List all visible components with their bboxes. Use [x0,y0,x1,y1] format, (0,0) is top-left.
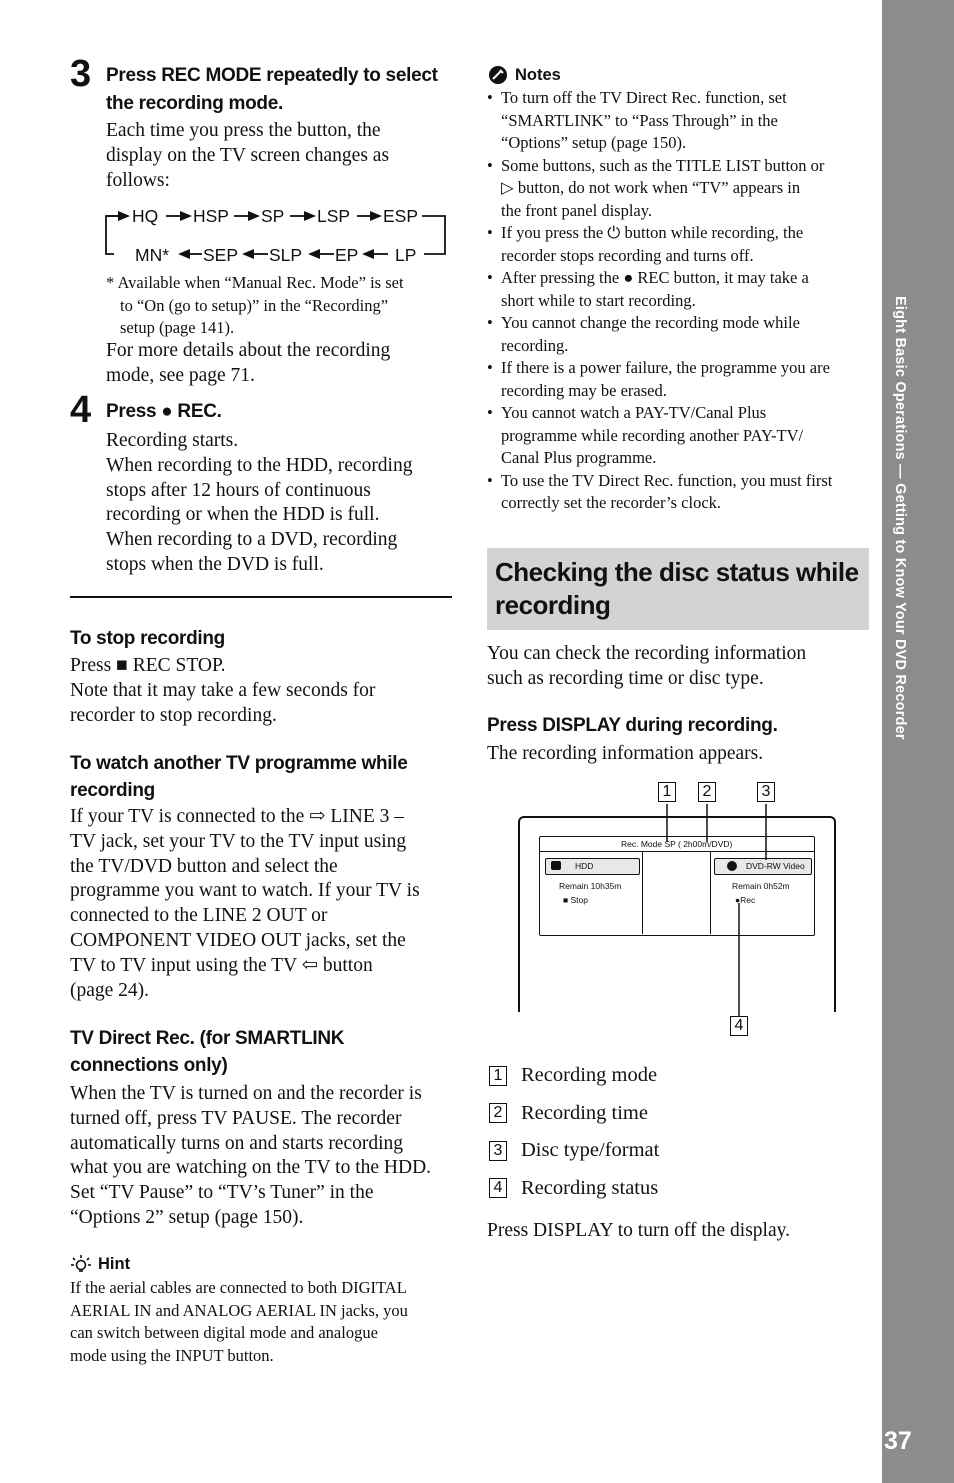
hdd-label: HDD [575,861,594,871]
mode-label: SEP [203,245,239,265]
hdd-remain: Remain 10h35m [559,881,622,891]
text-line: “Options” setup (page 150). [501,133,687,152]
text-line: • If you press the ⏻ button while recording, the [501,223,804,242]
step-heading [106,62,438,118]
text-line: setup (page 141). [120,318,235,337]
text-line: To watch another TV programme while [70,753,408,774]
text-line: recording [70,780,155,801]
text-line: AERIAL IN and ANALOG AERIAL IN jacks, you [70,1300,408,1320]
list-item [487,267,867,312]
legend-item [489,1057,659,1095]
legend-label: Recording status [521,1176,659,1199]
text-line: recorder stops recording and turns off. [501,245,754,265]
legend-number: 3 [489,1141,507,1161]
chapter-label: Eight Basic Operations — Getting to Know Your DVD Recorder [892,296,908,740]
mode-label: ESP [383,206,419,226]
legend-number: 1 [489,1066,507,1086]
closing-text: Press DISPLAY to turn off the display. [487,1220,790,1241]
callout-2: 2 [698,782,716,802]
step-heading-line: the recording mode. [106,93,283,114]
notes-icon [487,65,509,85]
text-line: TV to TV input using the TV ⇦ button [70,954,373,976]
divider [70,596,452,598]
text-line: what you are watching on the TV to the HDD. [70,1157,432,1179]
text-line: TV jack, set your TV to the TV input using [70,830,407,852]
text-line: Set “TV Pause” to “TV’s Tuner” in the [70,1182,374,1204]
step-heading-line: Press REC MODE repeatedly to select [106,65,438,86]
section-intro [487,642,806,692]
hdd-status: ■ Stop [563,895,588,905]
hint-heading [70,1254,130,1274]
subsection-body [70,1082,431,1231]
text-line: mode, see page 71. [106,364,255,386]
dvd-label: DVD-RW Video [746,861,805,871]
text-line: If the aerial cables are connected to both DIGITAL [70,1278,407,1297]
text-line: connected to the LINE 2 OUT or [70,905,328,927]
text-line: You can check the recording information [487,643,807,664]
text-line: • Some buttons, such as the TITLE LIST button or [501,155,825,175]
subsection-body [70,654,375,728]
subsection-title: To stop recording [70,628,225,649]
legend-label: Disc type/format [521,1139,660,1162]
list-item [487,222,867,267]
text-line: such as recording time or disc type. [487,667,764,689]
section-heading-box [487,548,869,630]
text-line: recorder to stop recording. [70,704,277,726]
text-line: recording. [501,335,569,355]
callout-4: 4 [730,1016,748,1036]
text-line: to “On (go to setup)” in the “Recording” [120,295,389,315]
mode-label: HQ [132,206,159,226]
instruction-heading: Press DISPLAY during recording. [487,715,778,736]
step-body [106,119,389,193]
text-line: For more details about the recording [106,340,391,361]
text-line: automatically turns on and starts recording [70,1132,404,1154]
text-line: “SMARTLINK” to “Pass Through” in the [501,110,778,130]
list-item [487,470,867,515]
text-line: • You cannot change the recording mode while [501,313,800,332]
dvd-remain: Remain 0h52m [732,881,790,891]
text-line: recording [495,590,611,620]
section-title [487,548,869,622]
step-number: 3 [70,53,92,95]
text-line: • After pressing the ● REC button, it may take a [501,268,809,287]
step-number: 4 [70,389,92,431]
mode-label: LSP [317,206,351,226]
text-line: • If there is a power failure, the programme you are [501,358,830,377]
mode-label: EP [335,245,359,265]
text-line: COMPONENT VIDEO OUT jacks, set the [70,929,406,951]
mode-label: HSP [193,206,229,226]
legend-item [489,1095,659,1133]
mode-cycle-diagram [104,203,454,267]
text-line: • You cannot watch a PAY-TV/Canal Plus [501,403,767,422]
text-line: connections only) [70,1055,228,1076]
text-line: Each time you press the button, the [106,120,381,141]
list-item [487,87,867,155]
subsection-title [70,1025,344,1079]
text-line: stops after 12 hours of continuous [106,479,371,501]
text-line: Checking the disc status while [495,557,859,587]
text-line: the front panel display. [501,200,653,220]
text-line: turned off, press TV PAUSE. The recorder [70,1107,402,1129]
legend-number: 2 [489,1103,507,1123]
text-line: mode using the INPUT button. [70,1345,274,1365]
subsection-title [70,750,408,804]
text-line: recording or when the HDD is full. [106,504,380,526]
legend-label: Recording mode [521,1064,658,1087]
callout-leaders [500,800,850,1020]
text-line: ▷ button, do not work when “TV” appears in [501,178,801,197]
notes-list [487,87,867,515]
text-line: If your TV is connected to the ⇨ LINE 3 – [70,806,405,827]
mode-label: MN* [135,245,170,265]
list-item [487,312,867,357]
text-line: can switch between digital mode and analogue [70,1323,378,1342]
text-line: recording may be erased. [501,380,667,400]
mode-label: LP [395,245,417,265]
text-line: When recording to a DVD, recording [106,529,398,551]
text-line: • To turn off the TV Direct Rec. function, set [501,88,787,107]
text-line: TV Direct Rec. (for SMARTLINK [70,1028,345,1049]
text-line: stops when the DVD is full. [106,553,324,575]
text-line: short while to start recording. [501,290,696,310]
footnote [106,272,404,340]
text-line: programme while recording another PAY-TV/ [501,425,804,445]
legend-item [489,1170,659,1208]
legend-list [489,1057,659,1207]
text-line: When recording to the HDD, recording [106,454,413,476]
lightbulb-icon [70,1254,92,1274]
text-line: (page 24). [70,979,150,1001]
hint-title: Hint [98,1254,131,1273]
text-line: Press ■ REC STOP. [70,655,226,676]
hint-body [70,1277,408,1367]
callout-3: 3 [757,782,775,802]
more-details [106,339,390,389]
legend-number: 4 [489,1178,507,1198]
list-item [487,357,867,402]
text-line: correctly set the recorder’s clock. [501,493,722,512]
mode-label: SP [261,206,285,226]
text-line: When the TV is turned on and the recorder is [70,1083,422,1104]
text-line: the TV/DVD button and select the [70,855,338,877]
notes-heading [487,65,561,85]
legend-item [489,1132,659,1170]
rec-mode-text: Rec. Mode SP ( 2h00m/DVD) [621,839,733,849]
subsection-body [70,805,420,1003]
dvd-status: ●Rec [735,895,756,905]
page-number: 37 [884,1427,912,1455]
text-line: Canal Plus programme. [501,448,657,467]
step-heading: Press ● REC. [106,401,222,422]
text-line: “Options 2” setup (page 150). [70,1206,304,1228]
notes-title: Notes [515,65,561,84]
text-line: • To use the TV Direct Rec. function, you must first [501,470,833,490]
text-line: Note that it may take a few seconds for [70,679,376,701]
list-item [487,155,867,223]
text-line: * Available when “Manual Rec. Mode” is set [106,273,404,292]
step-body [106,429,412,578]
mode-label: SLP [269,245,303,265]
list-item [487,402,867,470]
callout-1: 1 [658,782,676,802]
instruction-body: The recording information appears. [487,743,764,764]
text-line: Recording starts. [106,430,239,451]
legend-label: Recording time [521,1101,648,1124]
text-line: display on the TV screen changes as [106,144,390,166]
text-line: programme you want to watch. If your TV is [70,880,420,902]
text-line: follows: [106,169,170,191]
